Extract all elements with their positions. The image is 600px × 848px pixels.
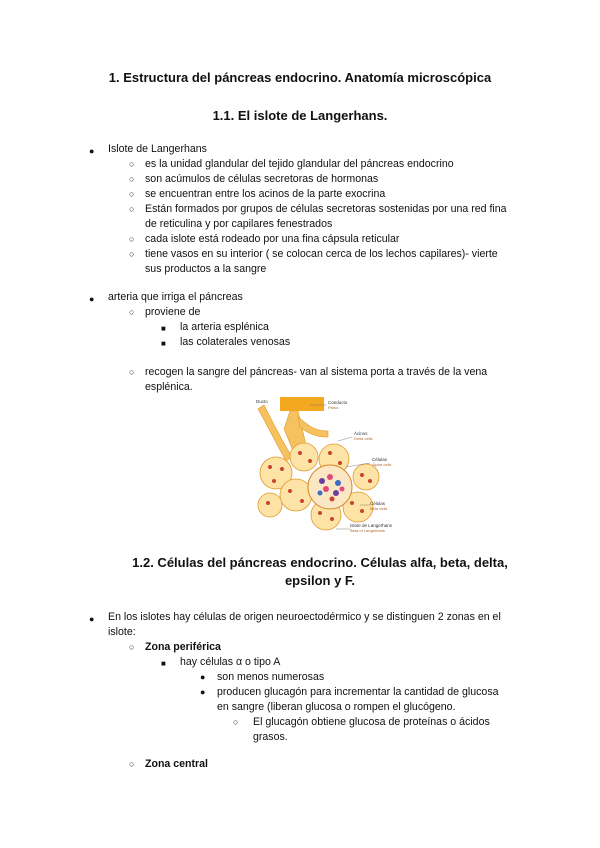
- list-item-continued: sus productos a la sangre: [145, 263, 267, 275]
- duct-shape: [280, 397, 324, 411]
- square-bullet-icon: ■: [161, 659, 166, 668]
- list-item: hay células α o tipo A: [180, 656, 281, 668]
- figure-label: Células: [370, 501, 386, 506]
- square-bullet-icon: ■: [161, 339, 166, 348]
- list-item: Zona periférica: [145, 641, 221, 653]
- list-item-continued: de reticulina y por capilares fenestrados: [145, 218, 333, 230]
- figure-label: Ducto: [256, 399, 268, 404]
- list-item-continued: grasos.: [253, 731, 288, 743]
- figure-sublabel: Beta of Langerhans: [350, 528, 385, 533]
- bullet-icon: ●: [200, 672, 206, 682]
- circle-bullet-icon: ○: [233, 717, 239, 727]
- list-item: Zona central: [145, 758, 208, 770]
- list-item-continued: islote:: [108, 626, 136, 638]
- circle-bullet-icon: ○: [129, 642, 135, 652]
- list-item: son menos numerosas: [217, 671, 325, 683]
- list-item: Están formados por grupos de células secretoras sostenidas por una red fina: [145, 203, 507, 215]
- heading-1: 1. Estructura del páncreas endocrino. Anatomía microscópica: [108, 70, 492, 85]
- circle-bullet-icon: ○: [129, 759, 135, 769]
- figure-label: Células: [372, 457, 388, 462]
- figure-sublabel: Delta cells: [354, 436, 373, 441]
- bullet-icon: ●: [200, 687, 206, 697]
- bullet-icon: ●: [89, 614, 95, 624]
- list-item: proviene de: [145, 306, 201, 318]
- list-item: En los islotes hay células de origen neuroectodérmico y se distinguen 2 zonas en el: [108, 611, 501, 623]
- bullet-icon: ●: [89, 146, 95, 156]
- heading-1-2: [110, 554, 530, 590]
- list-item: Islote de Langerhans: [108, 143, 207, 155]
- figure-sublabel: Alpha cells: [372, 462, 392, 467]
- circle-bullet-icon: ○: [129, 204, 135, 214]
- figure-sublabel: Beta cells: [370, 506, 388, 511]
- circle-bullet-icon: ○: [129, 367, 135, 377]
- list-item: tiene vasos en su interior ( se colocan cerca de los lechos capilares)- vierte: [145, 248, 498, 260]
- figure-label: Conducto: [328, 400, 348, 405]
- list-item: es la unidad glandular del tejido glandular del páncreas endocrino: [145, 158, 454, 170]
- list-item: se encuentran entre los acinos de la parte exocrina: [145, 188, 386, 200]
- circle-bullet-icon: ○: [129, 307, 135, 317]
- list-item: son acúmulos de células secretoras de hormonas: [145, 173, 379, 185]
- list-item: El glucagón obtiene glucosa de proteínas o ácidos: [253, 716, 490, 728]
- circle-bullet-icon: ○: [129, 249, 135, 259]
- list-item: la arteria esplénica: [180, 321, 269, 333]
- pancreatic-islet-illustration: [250, 397, 400, 539]
- list-item: arteria que irriga el páncreas: [108, 291, 243, 303]
- list-item: cada islote está rodeado por una fina cápsula reticular: [145, 233, 400, 245]
- list-item-continued: en sangre (liberan glucosa o rompen el glucógeno.: [217, 701, 456, 713]
- figure-label: Islote de Langerhans: [350, 523, 393, 528]
- islet-shape: [308, 465, 352, 509]
- circle-bullet-icon: ○: [129, 159, 135, 169]
- figure-label: Ácinos: [354, 431, 368, 436]
- heading-1-2-line1: 1.2. Células del páncreas endocrino. Células alfa, beta, delta,: [132, 555, 508, 570]
- circle-bullet-icon: ○: [129, 234, 135, 244]
- bullet-icon: ●: [89, 294, 95, 304]
- circle-bullet-icon: ○: [129, 189, 135, 199]
- list-item: recogen la sangre del páncreas- van al sistema porta a través de la vena: [145, 366, 488, 378]
- list-item: producen glucagón para incrementar la cantidad de glucosa: [217, 686, 499, 698]
- square-bullet-icon: ■: [161, 324, 166, 333]
- list-item: las colaterales venosas: [180, 336, 291, 348]
- figure-sublabel: Pancr.: [328, 405, 340, 410]
- heading-1-2-line2: epsilon y F.: [284, 573, 356, 588]
- list-item-continued: esplénica.: [145, 381, 193, 393]
- circle-bullet-icon: ○: [129, 174, 135, 184]
- heading-1-1: 1.1. El islote de Langerhans.: [212, 108, 388, 123]
